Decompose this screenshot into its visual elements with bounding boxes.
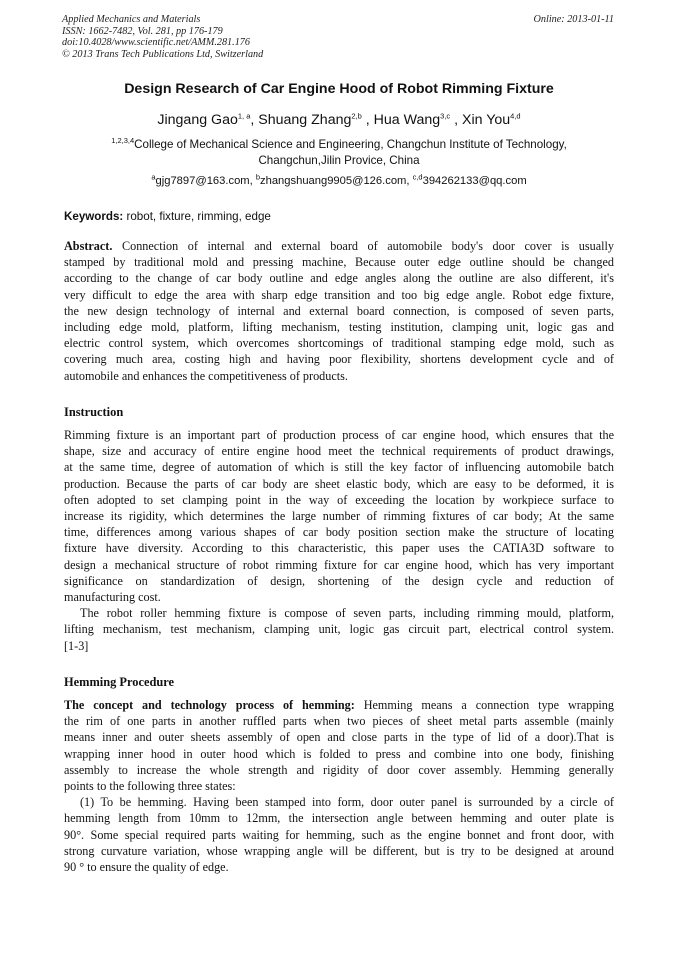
email-mark: a	[151, 172, 156, 182]
affiliation-mark: 1,2,3,4	[111, 136, 135, 146]
text-line: means inner and outer sheets assembly of open and close parts in the type of lid of a door).That is	[64, 730, 614, 745]
keywords-text: robot, fixture, rimming, edge	[123, 210, 271, 223]
email-mark: c,d	[412, 172, 423, 182]
text-line: (1) To be hemming. Having been stamped into form, door outer panel is surrounded by a circle of	[80, 795, 614, 810]
text-line: time, differences among various shapes of car body position section make the structure of locating	[64, 525, 614, 540]
journal-doi: doi:10.4028/www.scientific.net/AMM.281.176	[62, 37, 250, 49]
author-name: Hua Wang	[373, 112, 441, 128]
affiliation-line	[0, 137, 678, 153]
keywords-label: Keywords:	[64, 210, 124, 223]
author-affiliation-mark: 3,c	[440, 111, 451, 121]
abstract-line: the new design technology of internal and external board connection, is composed of seven parts,	[64, 303, 614, 318]
text-line: 90°. Some special required parts waiting for hemming, such as the engine bonnet and front door, with	[64, 827, 614, 842]
online-date: Online: 2013-01-11	[533, 14, 614, 25]
affiliation-line: Changchun,Jilin Provice, China	[258, 154, 420, 167]
affiliation	[0, 137, 678, 169]
abstract-line: Abstract. Connection of internal and external board of automobile body's door cover is usually	[64, 239, 614, 253]
text-line: shape, size and accuracy of entire engine hood meet the technical requirements of product drawings,	[64, 444, 614, 459]
author-name: Xin You	[462, 112, 511, 128]
email-address: zhangshuang9905@126.com,	[260, 175, 413, 187]
author-separator: ,	[250, 112, 259, 128]
abstract-line: covering much area, costing high and having poor flexibility, shortens development cycle and of	[64, 352, 614, 367]
text-line: hemming length from 10mm to 12mm, the intersection angle between hemming and outer plate is	[64, 811, 614, 826]
text-line: the rim of one parts in another ruffled parts when two pieces of sheet metal parts assemble (mainly	[64, 714, 614, 729]
journal-copyright: © 2013 Trans Tech Publications Ltd, Switzerland	[62, 48, 264, 60]
hemming-lead: The concept and technology process of hemming:	[64, 698, 355, 712]
text-line: production. Because the parts of car body are sheet elastic body, which are easy to be deformed, it is	[64, 476, 614, 491]
text-line: The concept and technology process of hemming: Hemming means a connection type wrapping	[64, 698, 614, 712]
text-line: points to the following three states:	[64, 779, 236, 794]
text-line: lifting mechanism, test mechanism, clamping unit, logic gas circuit part, electrical control system.	[64, 622, 614, 637]
affiliation-text: College of Mechanical Science and Engineering, Changchun Institute of Technology,	[134, 138, 567, 151]
text-line: Rimming fixture is an important part of production process of car engine hood, which ensures that the	[64, 428, 614, 442]
text-line: strong curvature variation, whose wrapping angle will be different, but is try to be designed at around	[64, 843, 614, 858]
text-line: increase its rigidity, which determines the large number of rimming fixtures of car body; At the same	[64, 509, 614, 524]
author-separator: ,	[450, 112, 462, 128]
author-emails	[0, 172, 678, 187]
email-address: 394262133@qq.com	[422, 175, 527, 187]
journal-info	[62, 14, 263, 60]
section-heading-hemming: Hemming Procedure	[64, 675, 175, 689]
text-line: wrapping inner hood in outer hood which is folded to press and combine into one body, finishing	[64, 746, 614, 761]
abstract-line: very difficult to edge the area with sharp edge transition and too big edge angle. Robot edge fixture,	[64, 287, 614, 302]
author-affiliation-mark: 2,b	[351, 111, 362, 121]
author-separator: ,	[361, 112, 374, 128]
abstract-line: including edge mold, platform, lifting mechanism, testing institution, clamping unit, logic gas and	[64, 320, 614, 335]
abstract-line: according to the change of car body outline and edge angles along the outline are also different, it's	[64, 271, 614, 286]
text-line: The robot roller hemming fixture is compose of seven parts, including rimming mould, platform,	[80, 606, 614, 621]
keywords	[64, 210, 271, 223]
text-line: fixture have diversity. According to this characteristic, this paper uses the CATIA3D software to	[64, 541, 614, 556]
author-name: Shuang Zhang	[258, 112, 352, 128]
section-heading-instruction: Instruction	[64, 405, 124, 419]
author-affiliation-mark: 1, a	[237, 111, 251, 121]
text-line: manufacturing cost.	[64, 590, 161, 605]
email-mark: b	[255, 172, 261, 182]
author-list	[0, 112, 678, 128]
text-line: often adopted to set clamping point in the way of exceeding the location by workpiece surface to	[64, 492, 614, 507]
author-affiliation-mark: 4,d	[510, 111, 521, 121]
text-line: 90 ° to ensure the quality of edge.	[64, 860, 229, 875]
abstract-line: electric control system, which overcomes shortcomings of traditional stamping edge mold, such as	[64, 336, 614, 351]
author-name: Jingang Gao	[157, 112, 238, 128]
text-line: assembly to increase the whole strength and rigidity of door cover assembly. Hemming generally	[64, 762, 614, 777]
text-line: at the same time, degree of automation of which is still the key factor of influencing automobile batch	[64, 460, 614, 475]
text-line: design a mechanical structure of robot rimming fixture for car engine hood, which has very important	[64, 557, 614, 572]
paper-title: Design Research of Car Engine Hood of Robot Rimming Fixture	[124, 81, 554, 97]
text-line: significance on standardization of design, shortening of the design cycle and reduction of	[64, 573, 614, 588]
journal-name: Applied Mechanics and Materials	[62, 14, 201, 25]
hemming-body	[64, 697, 614, 875]
instruction-body	[64, 427, 614, 654]
text-line: [1-3]	[64, 638, 89, 653]
email-address: gjg7897@163.com,	[155, 175, 256, 187]
abstract-line: stamped by traditional mold and pressing machine, Because outer edge outline should be changed	[64, 255, 614, 270]
abstract-line: automobile and enhances the competitiveness of products.	[64, 368, 348, 383]
journal-issn: ISSN: 1662-7482, Vol. 281, pp 176-179	[62, 25, 223, 37]
abstract-label: Abstract.	[64, 239, 113, 253]
abstract	[64, 238, 614, 384]
